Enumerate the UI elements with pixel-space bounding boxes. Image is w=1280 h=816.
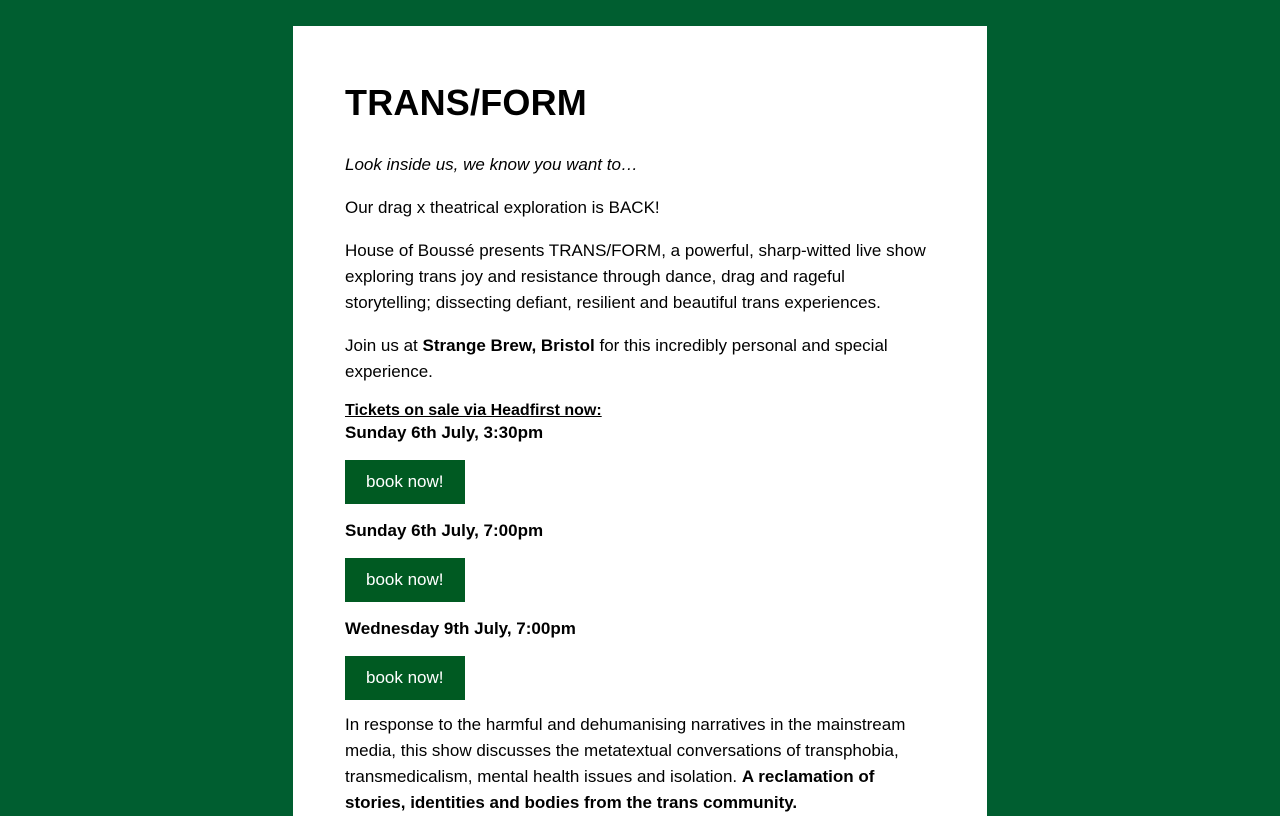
page-title: TRANS/FORM bbox=[345, 82, 587, 123]
show-date: Wednesday 9th July, 7:00pm bbox=[345, 619, 576, 638]
tickets-section bbox=[345, 402, 935, 712]
venue-prefix: Join us at bbox=[345, 336, 423, 355]
show-item bbox=[345, 616, 935, 712]
show-item bbox=[345, 518, 935, 616]
book-now-button[interactable]: book now! bbox=[345, 460, 465, 504]
closing-text bbox=[345, 712, 935, 816]
venue-name: Strange Brew, Bristol bbox=[422, 336, 595, 355]
description-text: House of Boussé presents TRANS/FORM, a powerful, sharp-witted live show exploring trans joy and resistance through dance, drag and rageful storytelling; dissecting defiant, resilient and beautiful trans experiences. bbox=[345, 241, 926, 312]
venue-suffix: for this incredibly personal and special experience. bbox=[345, 336, 888, 381]
venue-text bbox=[345, 333, 935, 385]
tagline: Look inside us, we know you want to… bbox=[345, 155, 638, 174]
closing-text-body: In response to the harmful and dehumanising narratives in the mainstream media, this show discusses the metatextual conversations of transphobia, transmedicalism, mental health issues and isolation. bbox=[345, 715, 906, 786]
book-now-button[interactable]: book now! bbox=[345, 558, 465, 602]
show-date: Sunday 6th July, 7:00pm bbox=[345, 521, 544, 540]
show-item bbox=[345, 420, 935, 518]
intro-text: Our drag x theatrical exploration is BACK! bbox=[345, 198, 660, 217]
show-date: Sunday 6th July, 3:30pm bbox=[345, 423, 544, 442]
closing-text-bold: A reclamation of stories, identities and bodies from the trans community. bbox=[345, 767, 875, 812]
book-now-button[interactable]: book now! bbox=[345, 656, 465, 700]
tickets-heading: Tickets on sale via Headfirst now: bbox=[345, 402, 602, 419]
content-card bbox=[293, 26, 987, 816]
